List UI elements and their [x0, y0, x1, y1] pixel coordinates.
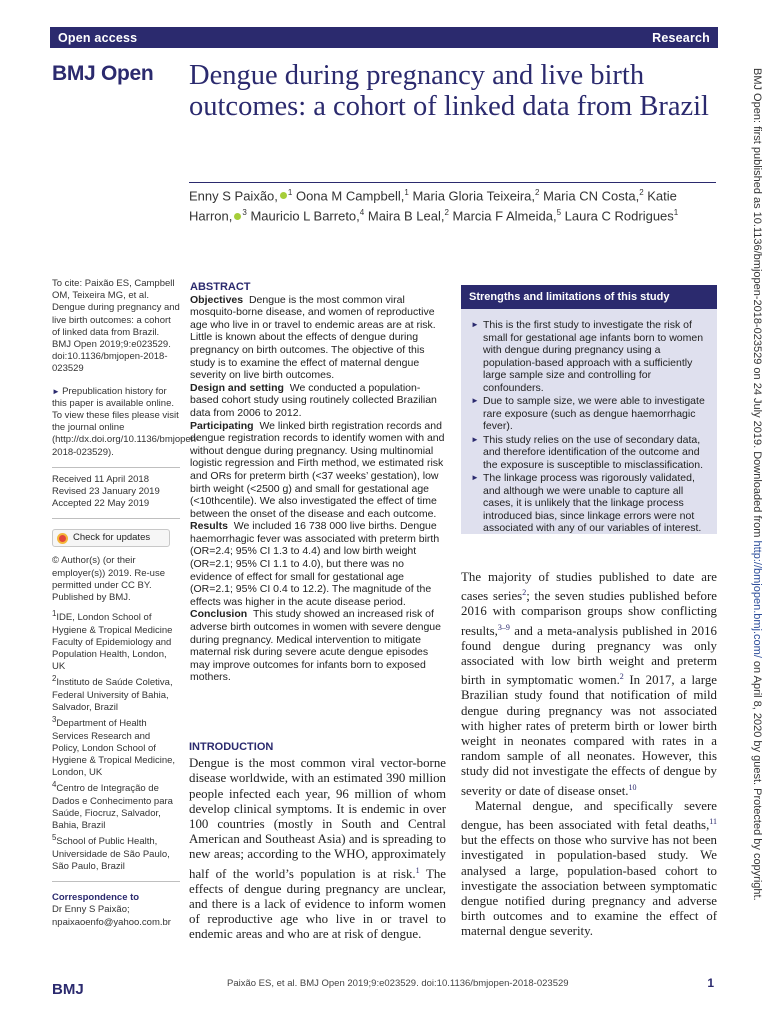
abstract-participating: Participating We linked birth registration records and dengue registration records to identify women with and without dengue during pregnancy. Using multinomial logistic regression and Firth method, we estimated risk and ORs for preterm birth (<37 weeks’ gestation), low birth weight (<2500 g) and small for gestational age (<10thcentile). We also investigated the effect of time between the onset of the disease and each outcome. — [190, 419, 445, 520]
abstract-objectives: Objectives Dengue is the most common viral mosquito-borne disease, and women of reproductive age who live in or travel to endemic areas are at risk. Little is known about the effects of dengue during pregnancy on birth outcomes. The objective of this study is to examine the effect of maternal dengue severity on live birth outcomes. — [190, 293, 436, 382]
page-number: 1 — [707, 976, 714, 990]
affiliation: $^5$School of Public Health, Universidade de São Paulo, São Paulo, Brazil — [52, 833, 170, 872]
author-affiliation: 1 — [404, 188, 409, 197]
author: Marcia F Almeida, — [452, 208, 557, 224]
accepted-date: Accepted 22 May 2019 — [52, 498, 150, 510]
sidebar-divider — [52, 467, 180, 468]
author-affiliation: 5 — [556, 208, 562, 218]
body-paragraph: Maternal dengue, and specifically severe dengue, has been associated with fetal deaths,$^{11}$ but the effects on those who survive has not been investigated in population-based study. We analysed a large, population-based cohort to investigate the association between symptomatic dengue notified during pregnancy and adverse birth outcomes and to examine the effect of maternal dengue severity. — [461, 798, 717, 939]
citation-block: To cite: Paixão ES, Campbell OM, Teixeira MG, et al. Dengue during pregnancy and live birth outcomes: a cohort of linked data from Brazil. BMJ Open 2019;9:e023529. doi:10.1136/bmjopen-2018-023529 — [52, 278, 180, 375]
author-affiliation: 2 — [444, 208, 449, 218]
correspondence-name: Dr Enny S Paixão; — [52, 904, 130, 916]
body-right-column — [461, 570, 717, 940]
reference-link[interactable]: 3–9 — [497, 622, 510, 632]
reference-link[interactable]: 1 — [415, 865, 420, 875]
abstract-results: Results We included 16 738 000 live births. Dengue haemorrhagic fever was associated with preterm birth (OR=2.4; 95% CI 1.3 to 4.4) and low birth weight (OR=2.1; 95% CI 1.1 to 4.0), but there was no evidence of effect for small for gestational age (OR=2.1; 95% CI 0.4 to 12.2). The magnitude of the effects was higher in the acute disease period. — [190, 520, 440, 608]
author: Maria Gloria Teixeira, — [412, 188, 536, 204]
list-item: ► This study relies on the use of secondary data, and therefore identification of the outcome and the exposure is susceptible to misclassification. — [471, 434, 709, 472]
check-updates-label: Check for updates — [73, 532, 151, 544]
author-affiliation: 1 — [673, 208, 679, 218]
sidebar-divider — [52, 881, 180, 882]
author: Oona M Campbell, — [295, 188, 405, 204]
sidebar — [52, 278, 200, 929]
correspondence-email[interactable]: npaixaoenfo@yahoo.com.br — [52, 916, 171, 928]
affiliation: $^1$IDE, London School of Hygiene & Tropical Medicine Faculty of Epidemiology and Population Health, London, UK — [52, 609, 173, 673]
introduction-section — [189, 740, 446, 943]
footer-citation: Paixão ES, et al. BMJ Open 2019;9:e023529. doi:10.1136/bmjopen-2018-023529 — [227, 978, 569, 989]
article-title: Dengue during pregnancy and live birth outcomes: a cohort of linked data from Brazil — [189, 60, 709, 122]
author: Maira B Leal, — [367, 208, 445, 224]
title-divider — [189, 182, 716, 183]
list-item: ► Due to sample size, we were able to investigate rare exposure (such as dengue haemorrhagic fever). — [471, 395, 709, 433]
list-item: ► The linkage process was rigorously validated, and although we were unable to capture all cases, it is unlikely that the linkage process introduced bias, since linkage errors were not associated with any of our variables of interest. — [471, 472, 709, 535]
author-affiliation: 2 — [639, 188, 644, 197]
abstract — [190, 281, 445, 684]
body-paragraph: The majority of studies published to date are cases series$^2$; the seven studies published before 2016 with comparison groups show conflicting results,$^{3-9}$ and a meta-analysis published in 2016 found dengue during pregnancy was only associated with low birth weight and preterm birth in symptomatic women.$^2$ In 2017, a large Brazilian study found that notification of mild dengue during pregnancy was not associated with higher rates of preterm birth or lower birth weight in neonates compared with rates in a random sample of all neonates. However, this study did not investigate the effects of dengue by severity or date of disease onset.$^{10}$ — [461, 570, 717, 798]
author: Laura C Rodrigues — [564, 208, 674, 224]
affiliation: $^3$Department of Health Services Research and Policy, London School of Hygiene & Tropical Medicine, London, UK — [52, 715, 176, 779]
abstract-conclusion: Conclusion This study showed an increased risk of adverse birth outcomes in women with severe dengue during pregnancy. Medical intervention to mitigate maternal risk during severe acute dengue episodes may improve outcomes for infants born to exposed mothers. — [190, 608, 441, 684]
reference-link[interactable]: 2 — [522, 588, 527, 598]
author: Enny S Paixão, — [189, 188, 278, 204]
author: Katie Harron, — [189, 188, 677, 224]
arrow-icon: ► — [52, 386, 63, 396]
sidebar-divider — [52, 518, 180, 519]
author-affiliation: 3 — [242, 208, 247, 218]
introduction-paragraph: Dengue is the most common viral vector-borne disease worldwide, with an estimated 390 million people infected each year, 96 million of whom develop clinical symptoms. It is endemic in over 100 countries (mostly in South and Central American and Southeast Asia) and is spreading to new areas; according to the WHO, approximately half of the world’s population is at risk.$^1$ The effects of dengue during pregnancy are unclear, and there is a lack of evidence to inform women of reproductive age who live in or travel to endemic areas and who are at risk of dengue. — [189, 756, 446, 942]
strengths-list — [461, 309, 717, 535]
open-access-label: Open access — [58, 30, 138, 45]
reference-link[interactable]: 10 — [628, 782, 637, 792]
reference-link[interactable]: 11 — [709, 817, 717, 827]
abstract-design: Design and setting We conducted a population-based cohort study using routinely collected Brazilian data from 2006 to 2012. — [190, 381, 437, 419]
strengths-limitations-box — [461, 285, 717, 534]
strengths-heading: Strengths and limitations of this study — [461, 285, 717, 309]
author: Mauricio L Barreto, — [250, 208, 360, 224]
download-watermark: BMJ Open: first published as 10.1136/bmjopen-2018-023529 on 24 July 2019. Downloaded from http://bmjopen.bmj.com/ on April 8, 2020 by guest. Protected by copyright. — [751, 68, 763, 901]
article-type-label: Research — [652, 30, 710, 45]
author-list — [189, 184, 719, 225]
revised-date: Revised 23 January 2019 — [52, 486, 160, 498]
crossmark-icon — [57, 533, 68, 544]
journal-logo: BMJ Open — [52, 62, 154, 85]
abstract-heading: ABSTRACT — [190, 281, 251, 293]
author-affiliation: 4 — [359, 208, 365, 218]
check-updates-button[interactable] — [52, 529, 170, 547]
list-item: ► This is the first study to investigate the risk of small for gestational age infants born to women with dengue during pregnancy using a population-based approach with a sufficiently large sample size and controlling for confounders. — [471, 319, 709, 394]
author: Maria CN Costa, — [543, 188, 640, 204]
copyright-note: © Author(s) (or their employer(s)) 2019. Re-use permitted under CC BY. Published by BMJ. — [52, 555, 165, 604]
page-footer — [50, 974, 718, 996]
introduction-heading: INTRODUCTION — [189, 741, 274, 753]
author-affiliation: 1 — [287, 188, 293, 197]
correspondence-heading: Correspondence to — [52, 892, 140, 904]
received-date: Received 11 April 2018 — [52, 473, 149, 485]
bmj-logo: BMJ — [52, 981, 84, 998]
top-banner — [50, 27, 718, 48]
affiliation: $^4$Centro de Integração de Dados e Conhecimento para Saúde, Fiocruz, Salvador, Bahia, Brazil — [52, 780, 173, 832]
prepublication-note: ► Prepublication history for this paper is available online. To view these files please visit the journal online (http://dx.doi.org/10.1136/bmjopen-2018-023529). — [52, 385, 200, 458]
orcid-icon[interactable] — [234, 213, 241, 220]
journal-url-link[interactable]: http://bmjopen.bmj.com/ — [751, 540, 763, 658]
affiliation: $^2$Instituto de Saúde Coletiva, Federal University of Bahia, Salvador, Brazil — [52, 674, 173, 713]
author-affiliation: 2 — [535, 188, 540, 197]
orcid-icon[interactable] — [280, 192, 287, 199]
reference-link[interactable]: 2 — [619, 672, 624, 682]
